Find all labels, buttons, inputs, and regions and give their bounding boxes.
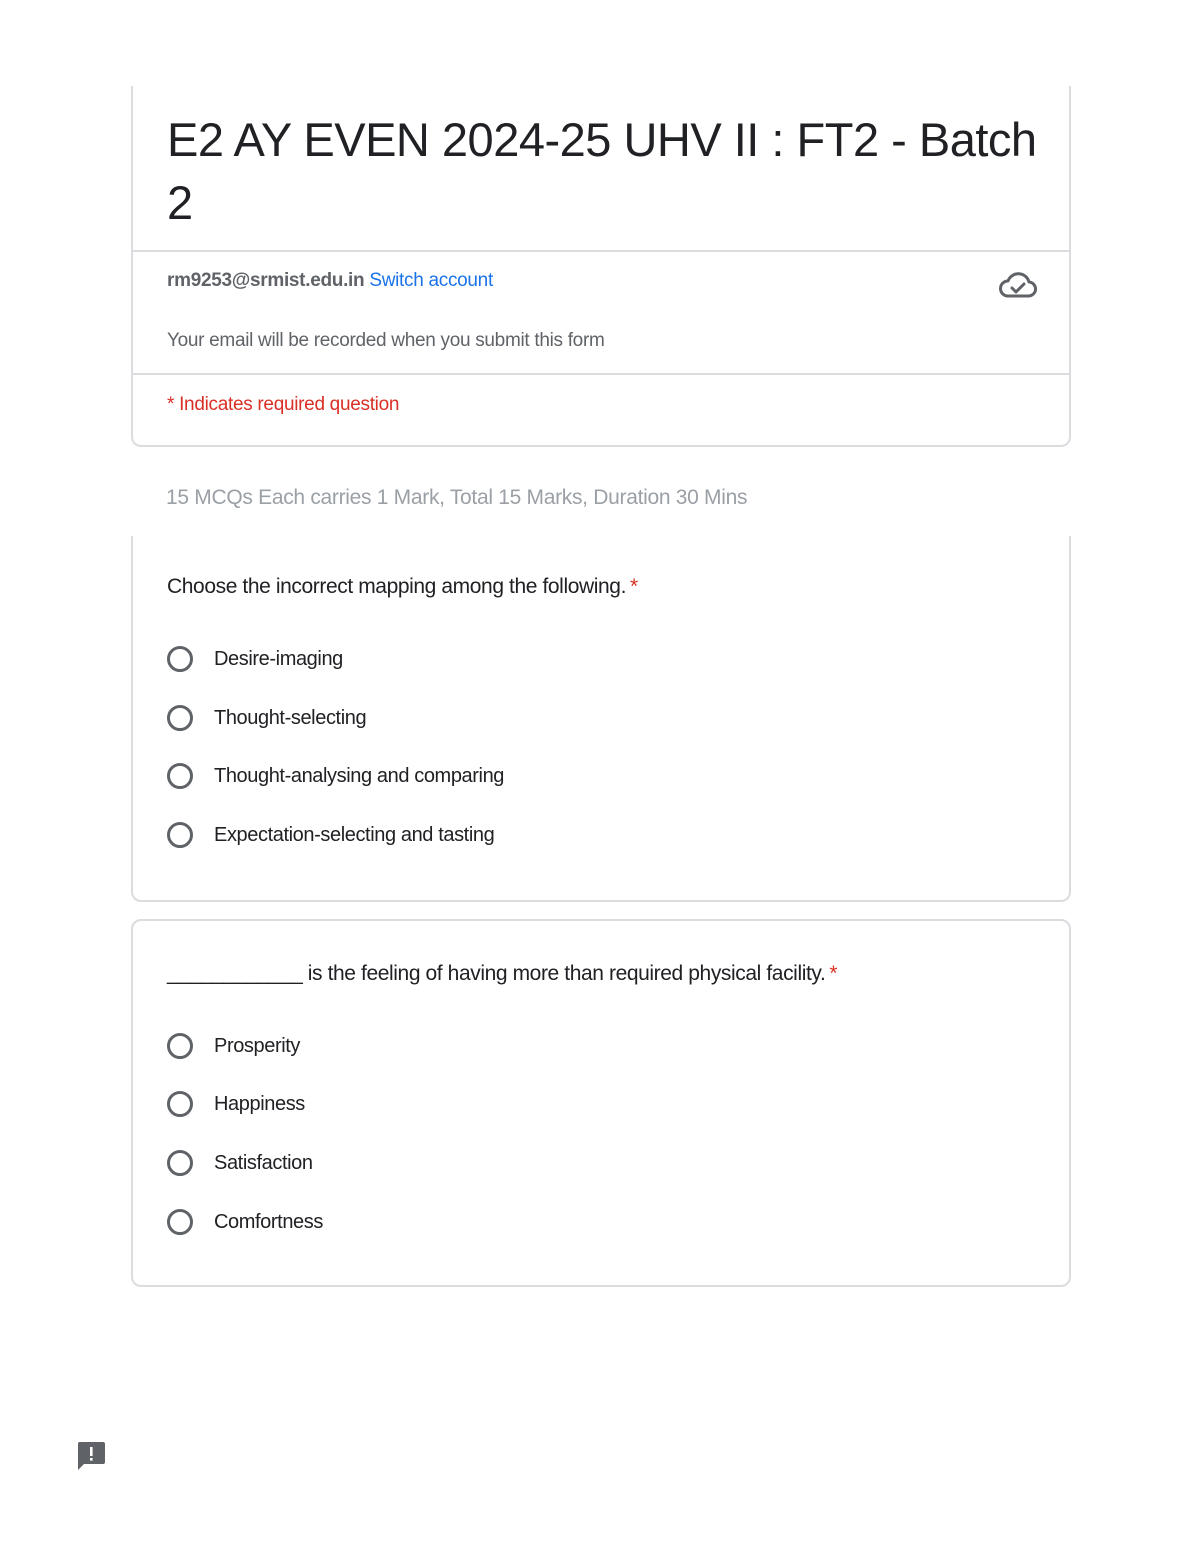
radio-option[interactable]	[167, 1087, 305, 1121]
radio-button[interactable]	[167, 705, 193, 731]
switch-account-link[interactable]: Switch account	[369, 270, 493, 291]
email-recorded-note: Your email will be recorded when you submit this form	[167, 330, 605, 351]
radio-button[interactable]	[167, 763, 193, 789]
option-label: Prosperity	[214, 1034, 301, 1057]
radio-option[interactable]	[167, 759, 504, 793]
option-label: Desire-imaging	[214, 647, 343, 670]
radio-option[interactable]	[167, 818, 494, 852]
radio-option[interactable]	[167, 701, 366, 735]
cloud-check-icon	[999, 270, 1037, 300]
radio-button[interactable]	[167, 1150, 193, 1176]
option-label: Thought-selecting	[214, 706, 367, 729]
required-asterisk: *	[829, 962, 838, 985]
radio-option[interactable]	[167, 1146, 313, 1180]
question-title	[167, 575, 638, 599]
account-email: rm9253@srmist.edu.in	[167, 270, 365, 291]
required-question-note: * Indicates required question	[167, 394, 400, 415]
radio-option[interactable]	[167, 1029, 300, 1063]
option-label: Happiness	[214, 1092, 305, 1115]
option-label: Expectation-selecting and tasting	[214, 823, 495, 846]
option-label: Comfortness	[214, 1210, 323, 1233]
radio-button[interactable]	[167, 1091, 193, 1117]
question-card-1	[131, 536, 1071, 902]
form-header-card	[131, 86, 1071, 447]
account-row	[167, 270, 493, 292]
radio-option[interactable]	[167, 1205, 323, 1239]
question-text: ____________ is the feeling of having more than required physical facility.	[167, 962, 826, 985]
radio-button[interactable]	[167, 822, 193, 848]
option-label: Thought-analysing and comparing	[214, 764, 505, 787]
feedback-icon[interactable]	[75, 1439, 107, 1471]
form-title: E2 AY EVEN 2024-25 UHV II : FT2 - Batch 2	[167, 113, 1037, 229]
radio-button[interactable]	[167, 1209, 193, 1235]
radio-option[interactable]	[167, 642, 343, 676]
header-divider	[133, 250, 1069, 252]
radio-button[interactable]	[167, 646, 193, 672]
question-title	[167, 962, 837, 986]
form-description: 15 MCQs Each carries 1 Mark, Total 15 Marks, Duration 30 Mins	[166, 486, 748, 509]
required-asterisk: *	[630, 575, 638, 598]
question-card-2	[131, 919, 1071, 1287]
option-label: Satisfaction	[214, 1151, 313, 1174]
radio-button[interactable]	[167, 1033, 193, 1059]
account-divider	[133, 373, 1069, 375]
question-text: Choose the incorrect mapping among the following.	[167, 575, 627, 598]
